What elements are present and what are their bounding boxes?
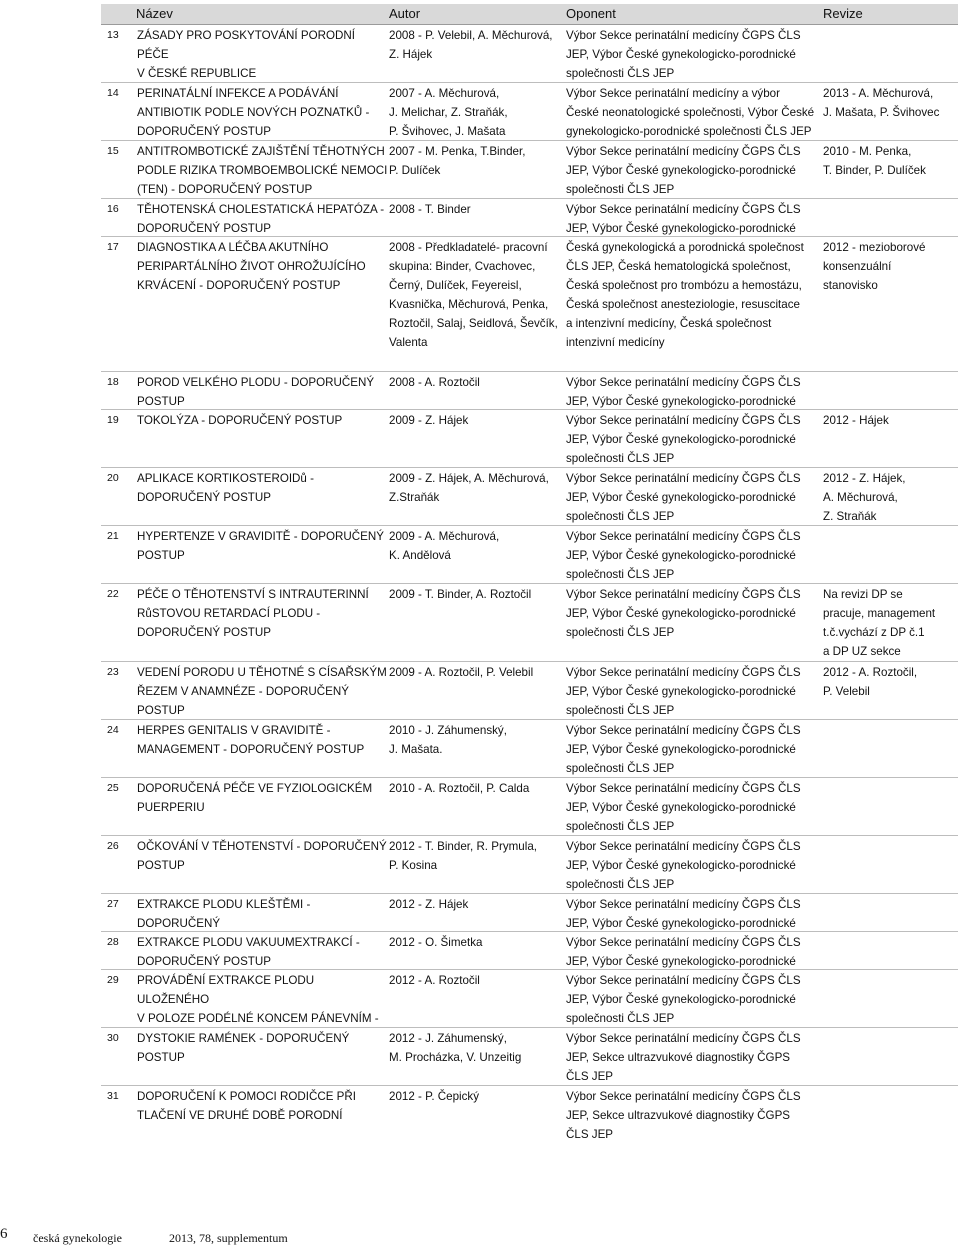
table-row [101, 526, 958, 584]
row-revision: 2012 - mezioborové konsenzuální stanovisko [823, 241, 926, 292]
row-author: 2009 - Z. Hájek [389, 414, 469, 427]
row-number: 18 [107, 376, 119, 388]
row-revision [823, 373, 958, 409]
row-title: DOPORUČENÁ PÉČE VE FYZIOLOGICKÉM PUERPERIU [137, 782, 373, 814]
row-title: DOPORUČENÍ K POMOCI RODIČCE PŘI TLAČENÍ VE DRUHÉ DOBĚ PORODNÍ [137, 1090, 357, 1122]
row-revision [823, 779, 958, 835]
header-title: Název [136, 6, 173, 21]
row-number: 24 [107, 724, 119, 736]
table-row [101, 894, 958, 932]
row-author: 2012 - J. Záhumenský, M. Procházka, V. Unzeitig [389, 1032, 522, 1064]
row-author: 2009 - T. Binder, A. Roztočil [389, 588, 532, 601]
row-title: EXTRAKCE PLODU VAKUUMEXTRAKCÍ - DOPORUČENÝ POSTUP [137, 936, 360, 968]
journal-name: česká gynekologie [33, 1231, 122, 1245]
row-author: 2009 - Z. Hájek, A. Měchurová, Z.Straňák [389, 472, 549, 504]
row-opponent: Výbor Sekce perinatální medicíny ČGPS ČLS JEP, Výbor České gynekologicko-porodnické společnosti ČLS JEP [566, 29, 801, 80]
table-body [101, 25, 958, 1144]
row-author: 2008 - A. Roztočil [389, 376, 480, 389]
journal-issue: 2013, 78, supplementum [169, 1231, 288, 1245]
row-revision [823, 200, 958, 236]
row-author: 2009 - A. Měchurová, K. Andělová [389, 530, 500, 562]
row-opponent: Výbor Sekce perinatální medicíny ČGPS ČLS JEP, Sekce ultrazvukové diagnostiky ČGPS ČLS JEP [566, 1032, 801, 1083]
row-number: 29 [107, 974, 119, 986]
row-title: PROVÁDĚNÍ EXTRAKCE PLODU ULOŽENÉHO V POLOZE PODÉLNÉ KONCEM PÁNEVNÍM - [137, 974, 379, 1025]
row-number: 26 [107, 840, 119, 852]
row-title: APLIKACE KORTIKOSTEROIDů - DOPORUČENÝ POSTUP [137, 472, 314, 504]
row-title: PÉČE O TĚHOTENSTVÍ S INTRAUTERINNÍ RůSTOVOU RETARDACÍ PLODU - DOPORUČENÝ POSTUP [137, 588, 369, 639]
row-revision: 2012 - Z. Hájek, A. Měchurová, Z. Straňák [823, 472, 906, 523]
row-opponent: Výbor Sekce perinatální medicíny ČGPS ČLS JEP, Výbor České gynekologicko-porodnické [566, 898, 801, 930]
row-author: 2012 - A. Roztočil [389, 974, 480, 987]
row-opponent: Výbor Sekce perinatální medicíny ČGPS ČLS JEP, Výbor České gynekologicko-porodnické společnosti ČLS JEP [566, 666, 801, 717]
row-title: HERPES GENITALIS V GRAVIDITĚ - MANAGEMENT - DOPORUČENÝ POSTUP [137, 724, 365, 756]
row-opponent: Výbor Sekce perinatální medicíny ČGPS ČLS JEP, Výbor České gynekologicko-porodnické společnosti ČLS JEP [566, 724, 801, 775]
table-row [101, 83, 958, 141]
table-row [101, 720, 958, 778]
row-opponent: Výbor Sekce perinatální medicíny ČGPS ČLS JEP, Výbor České gynekologicko-porodnické společnosti ČLS JEP [566, 588, 801, 639]
row-title: PERINATÁLNÍ INFEKCE A PODÁVÁNÍ ANTIBIOTIK PODLE NOVÝCH POZNATKŮ - DOPORUČENÝ POSTUP [137, 87, 370, 138]
guidelines-table [101, 4, 958, 1144]
row-number: 27 [107, 898, 119, 910]
row-author: 2007 - A. Měchurová, J. Melichar, Z. Straňák, P. Švihovec, J. Mašata [389, 87, 508, 138]
row-author: 2012 - O. Šimetka [389, 936, 483, 949]
row-title: ZÁSADY PRO POSKYTOVÁNÍ PORODNÍ PÉČE V ČESKÉ REPUBLICE [137, 29, 355, 80]
table-row [101, 468, 958, 526]
row-number: 17 [107, 241, 119, 253]
row-opponent: Výbor Sekce perinatální medicíny ČGPS ČLS JEP, Výbor České gynekologicko-porodnické [566, 936, 801, 968]
row-number: 13 [107, 29, 119, 41]
table-row [101, 25, 958, 83]
row-author: 2012 - T. Binder, R. Prymula, P. Kosina [389, 840, 537, 872]
row-title: OČKOVÁNÍ V TĚHOTENSTVÍ - DOPORUČENÝ POSTUP [137, 840, 387, 872]
row-opponent: Výbor Sekce perinatální medicíny ČGPS ČLS JEP, Výbor České gynekologicko-porodnické společnosti ČLS JEP [566, 782, 801, 833]
row-author: 2012 - Z. Hájek [389, 898, 469, 911]
row-title: TOKOLÝZA - DOPORUČENÝ POSTUP [137, 414, 343, 427]
row-number: 28 [107, 936, 119, 948]
row-number: 16 [107, 203, 119, 215]
header-author: Autor [389, 6, 421, 21]
row-title: HYPERTENZE V GRAVIDITĚ - DOPORUČENÝ POSTUP [137, 530, 384, 562]
row-opponent: Výbor Sekce perinatální medicíny ČGPS ČLS JEP, Výbor České gynekologicko-porodnické [566, 376, 801, 408]
table-row [101, 1028, 958, 1086]
table-row [101, 372, 958, 410]
row-title: ANTITROMBOTICKÉ ZAJIŠTĚNÍ TĚHOTNÝCH PODLE RIZIKA TROMBOEMBOLICKÉ NEMOCI (TEN) - DOPORUČENÝ POSTUP [137, 145, 388, 196]
row-revision: 2010 - M. Penka, T. Binder, P. Dulíček [823, 145, 926, 177]
row-opponent: Výbor Sekce perinatální medicíny ČGPS ČLS JEP, Výbor České gynekologicko-porodnické společnosti ČLS JEP [566, 145, 801, 196]
table-row [101, 584, 958, 662]
row-revision: Na revizi DP se pracuje, management t.č.vychází z DP č.1 a DP UZ sekce [823, 588, 936, 658]
row-author: 2012 - P. Čepický [389, 1090, 480, 1103]
page-number: 6 [0, 1226, 8, 1242]
row-number: 21 [107, 530, 119, 542]
row-title: POROD VELKÉHO PLODU - DOPORUČENÝ POSTUP [137, 376, 375, 408]
row-opponent: Výbor Sekce perinatální medicíny a výbor České neonatologické společnosti, Výbor České gynekologicko-porodnické společnosti ČLS JEP [566, 87, 815, 138]
row-number: 15 [107, 145, 119, 157]
row-revision: 2013 - A. Měchurová, J. Mašata, P. Švihovec [823, 87, 940, 119]
row-number: 19 [107, 414, 119, 426]
table-row [101, 778, 958, 836]
row-title: DIAGNOSTIKA A LÉČBA AKUTNÍHO PERIPARTÁLNÍHO ŽIVOT OHROŽUJÍCÍHO KRVÁCENÍ - DOPORUČENÝ POSTUP [137, 241, 366, 292]
row-number: 30 [107, 1032, 119, 1044]
header-revision: Revize [823, 6, 863, 21]
row-opponent: Česká gynekologická a porodnická společnost ČLS JEP, Česká hematologická společnost, Česká společnost pro trombózu a hemostázu, Česká společnost anesteziologie, resuscitace a intenzivní medicíny, Česká společnost intenzivní medicíny [566, 241, 804, 349]
row-revision [823, 26, 958, 82]
table-row [101, 199, 958, 237]
row-author: 2007 - M. Penka, T.Binder, P. Dulíček [389, 145, 526, 177]
table-row [101, 836, 958, 894]
page-footer [0, 1226, 960, 1246]
row-title: DYSTOKIE RAMÉNEK - DOPORUČENÝ POSTUP [137, 1032, 350, 1064]
row-revision: 2012 - Hájek [823, 414, 889, 427]
row-opponent: Výbor Sekce perinatální medicíny ČGPS ČLS JEP, Výbor České gynekologicko-porodnické společnosti ČLS JEP [566, 840, 801, 891]
row-author: 2009 - A. Roztočil, P. Velebil [389, 666, 534, 679]
table-row [101, 662, 958, 720]
row-opponent: Výbor Sekce perinatální medicíny ČGPS ČLS JEP, Výbor České gynekologicko-porodnické [566, 203, 801, 235]
row-revision [823, 1029, 958, 1085]
row-title: EXTRAKCE PLODU KLEŠTĚMI - DOPORUČENÝ [137, 898, 311, 930]
row-opponent: Výbor Sekce perinatální medicíny ČGPS ČLS JEP, Výbor České gynekologicko-porodnické společnosti ČLS JEP [566, 530, 801, 581]
row-revision [823, 527, 958, 583]
row-number: 14 [107, 87, 119, 99]
table-row [101, 932, 958, 970]
row-revision [823, 933, 958, 969]
row-author: 2008 - Předkladatelé- pracovní skupina: Binder, Cvachovec, Černý, Dulíček, Feyereisl, Kvasnička, Měchurová, Penka, Roztočil, Salaj, Seidlová, Ševčík, Valenta [389, 241, 558, 349]
table-row [101, 1086, 958, 1144]
table-row [101, 237, 958, 372]
row-author: 2010 - A. Roztočil, P. Calda [389, 782, 530, 795]
row-revision [823, 1087, 958, 1144]
row-revision [823, 721, 958, 777]
row-revision [823, 895, 958, 931]
row-number: 25 [107, 782, 119, 794]
row-number: 22 [107, 588, 119, 600]
row-opponent: Výbor Sekce perinatální medicíny ČGPS ČLS JEP, Výbor České gynekologicko-porodnické společnosti ČLS JEP [566, 974, 801, 1025]
row-number: 31 [107, 1090, 119, 1102]
row-author: 2008 - P. Velebil, A. Měchurová, Z. Hájek [389, 29, 553, 61]
row-opponent: Výbor Sekce perinatální medicíny ČGPS ČLS JEP, Výbor České gynekologicko-porodnické společnosti ČLS JEP [566, 472, 801, 523]
table-header [101, 4, 958, 25]
row-title: VEDENÍ PORODU U TĚHOTNÉ S CÍSAŘSKÝM ŘEZEM V ANAMNÉZE - DOPORUČENÝ POSTUP [137, 666, 387, 717]
table-row [101, 410, 958, 468]
row-revision [823, 837, 958, 893]
row-revision: 2012 - A. Roztočil, P. Velebil [823, 666, 918, 698]
row-title: TĚHOTENSKÁ CHOLESTATICKÁ HEPATÓZA - DOPORUČENÝ POSTUP [137, 203, 385, 235]
row-author: 2008 - T. Binder [389, 203, 471, 216]
row-revision [823, 971, 958, 1027]
row-number: 23 [107, 666, 119, 678]
row-number: 20 [107, 472, 119, 484]
table-row [101, 141, 958, 199]
row-opponent: Výbor Sekce perinatální medicíny ČGPS ČLS JEP, Výbor České gynekologicko-porodnické společnosti ČLS JEP [566, 414, 801, 465]
header-opponent: Oponent [566, 6, 616, 21]
table-row [101, 970, 958, 1028]
row-opponent: Výbor Sekce perinatální medicíny ČGPS ČLS JEP, Sekce ultrazvukové diagnostiky ČGPS ČLS JEP [566, 1090, 801, 1141]
row-author: 2010 - J. Záhumenský, J. Mašata. [389, 724, 507, 756]
